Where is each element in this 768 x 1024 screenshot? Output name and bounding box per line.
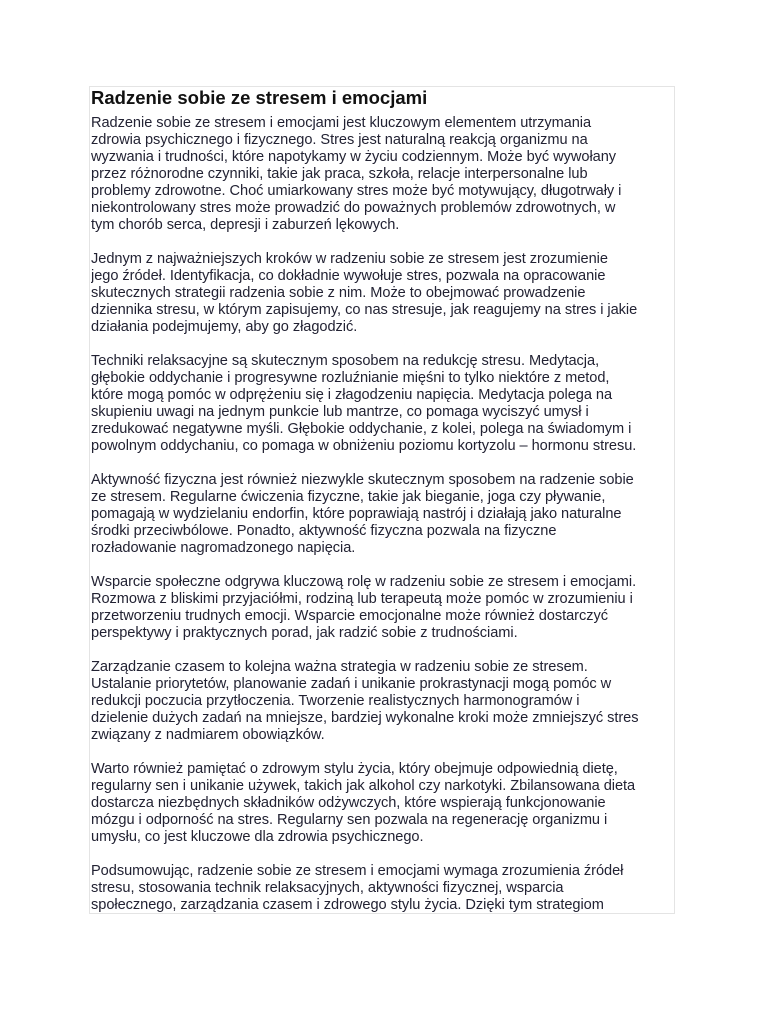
text-line: dzielenie dużych zadań na mniejsze, bardziej wykonalne kroki może zmniejszyć stres — [91, 710, 639, 726]
text-line: umysłu, co jest kluczowe dla zdrowia psychicznego. — [91, 829, 424, 845]
text-line: tym chorób serca, depresji i zaburzeń lękowych. — [91, 217, 400, 233]
text-line: skutecznych strategii radzenia sobie z nim. Może to obejmować prowadzenie — [91, 285, 586, 301]
text-line: Zarządzanie czasem to kolejna ważna strategia w radzeniu sobie ze stresem. — [91, 659, 588, 675]
text-line: regularny sen i unikanie używek, takich jak alkohol czy narkotyki. Zbilansowana dieta — [91, 778, 636, 794]
text-line: przez różnorodne czynniki, takie jak praca, szkoła, relacje interpersonalne lub — [91, 166, 588, 182]
text-line: dziennika stresu, w którym zapisujemy, co nas stresuje, jak reagujemy na stres i jakie — [91, 302, 638, 318]
text-line: Radzenie sobie ze stresem i emocjami jest kluczowym elementem utrzymania — [91, 115, 592, 131]
text-line: Podsumowując, radzenie sobie ze stresem i emocjami wymaga zrozumienia źródeł — [91, 863, 624, 879]
text-line: przetworzeniu trudnych emocji. Wsparcie emocjonalne może również dostarczyć — [91, 608, 608, 624]
text-line: Jednym z najważniejszych kroków w radzeniu sobie ze stresem jest zrozumienie — [91, 251, 608, 267]
paragraph-8 — [91, 863, 677, 914]
text-line: społecznego, zarządzania czasem i zdrowego stylu życia. Dzięki tym strategiom — [91, 897, 604, 913]
text-line: perspektywy i praktycznych porad, jak radzić sobie z trudnościami. — [91, 625, 518, 641]
text-line: Warto również pamiętać o zdrowym stylu życia, który obejmuje odpowiednią dietę, — [91, 761, 618, 777]
text-line: niekontrolowany stres może prowadzić do poważnych problemów zdrowotnych, w — [91, 200, 616, 216]
text-line: zredukować negatywne myśli. Głębokie oddychanie, z kolei, polega na świadomym i — [91, 421, 632, 437]
text-line: dostarcza niezbędnych składników odżywczych, które wspierają funkcjonowanie — [91, 795, 606, 811]
paragraph-3 — [91, 353, 677, 455]
text-line: skupieniu uwagi na jednym punkcie lub mantrze, co pomaga wyciszyć umysł i — [91, 404, 589, 420]
paragraph-7 — [91, 761, 677, 846]
text-line: powolnym oddychaniu, co pomaga w obniżeniu poziomu kortyzolu – hormonu stresu. — [91, 438, 637, 454]
text-line: ze stresem. Regularne ćwiczenia fizyczne, takie jak bieganie, joga czy pływanie, — [91, 489, 606, 505]
text-line: które mogą pomóc w odprężeniu się i złagodzeniu napięcia. Medytacja polega na — [91, 387, 613, 403]
text-line: Techniki relaksacyjne są skutecznym sposobem na redukcję stresu. Medytacja, — [91, 353, 600, 369]
text-line: stresu, stosowania technik relaksacyjnych, aktywności fizycznej, wsparcia — [91, 880, 564, 896]
paragraph-5 — [91, 574, 677, 642]
paragraph-6 — [91, 659, 677, 744]
text-line: Aktywność fizyczna jest również niezwykle skutecznym sposobem na radzenie sobie — [91, 472, 634, 488]
text-line: Ustalanie priorytetów, planowanie zadań i unikanie prokrastynacji mogą pomóc w — [91, 676, 612, 692]
paragraph-2 — [91, 251, 677, 336]
text-line: jego źródeł. Identyfikacja, co dokładnie wywołuje stres, pozwala na opracowanie — [91, 268, 606, 284]
text-line: mózgu i odporność na stres. Regularny sen pozwala na regenerację organizmu i — [91, 812, 608, 828]
text-line: związany z nadmiarem obowiązków. — [91, 727, 325, 743]
document-title: Radzenie sobie ze stresem i emocjami — [91, 87, 428, 108]
text-line: problemy zdrowotne. Choć umiarkowany stres może być motywujący, długotrwały i — [91, 183, 622, 199]
text-line: środki przeciwbólowe. Ponadto, aktywność fizyczna pozwala na fizyczne — [91, 523, 557, 539]
paragraph-1 — [91, 115, 677, 234]
text-line: głębokie oddychanie i progresywne rozluźnianie mięśni to tylko niektóre z metod, — [91, 370, 610, 386]
text-line: Wsparcie społeczne odgrywa kluczową rolę w radzeniu sobie ze stresem i emocjami. — [91, 574, 637, 590]
text-line: Rozmowa z bliskimi przyjaciółmi, rodziną lub terapeutą może pomóc w zrozumieniu i — [91, 591, 633, 607]
text-line: wyzwania i trudności, które napotykamy w życiu codziennym. Może być wywołany — [91, 149, 617, 165]
paragraph-4 — [91, 472, 677, 557]
text-line: rozładowanie nagromadzonego napięcia. — [91, 540, 356, 556]
document-body — [91, 115, 677, 915]
text-line: działania podejmujemy, aby go złagodzić. — [91, 319, 358, 335]
text-line: zdrowia psychicznego i fizycznego. Stres jest naturalną reakcją organizmu na — [91, 132, 588, 148]
text-line: pomagają w wydzielaniu endorfin, które poprawiają nastrój i działają jako naturalne — [91, 506, 622, 522]
text-line: redukcji poczucia przytłoczenia. Tworzenie realistycznych harmonogramów i — [91, 693, 580, 709]
